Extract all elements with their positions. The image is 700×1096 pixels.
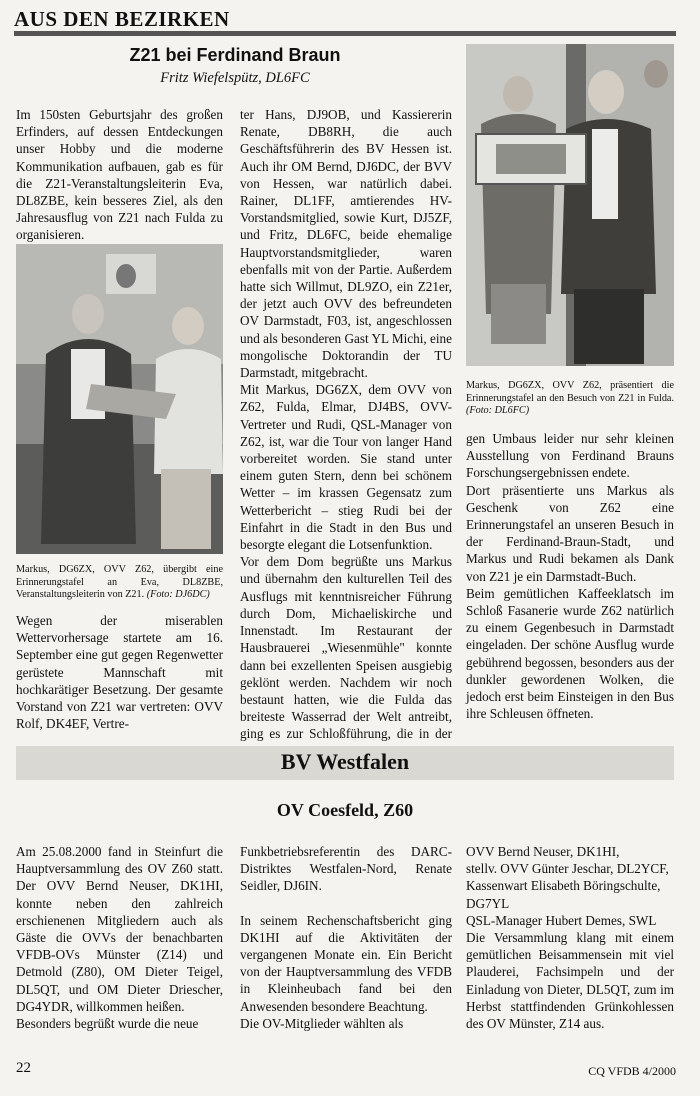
article-byline: Fritz Wiefelspütz, DL6FC bbox=[160, 70, 310, 86]
elected-line: QSL-Manager Hubert Demes, SWL bbox=[466, 912, 657, 928]
caption-text: Markus, DG6ZX, OVV Z62, präsentiert die Erinnerungstafel an den Besuch von Z21 in Fulda. bbox=[466, 380, 674, 404]
article1-column-3 bbox=[466, 430, 674, 722]
elected-line: Kassenwart Elisabeth Böringschulte, DG7YL bbox=[466, 878, 661, 911]
paragraph: ter Hans, DJ9OB, und Kassiererin Renate, DB8RH, die auch Geschäftsführerin des BV Hessen ist. Auch ihr OM Bernd, DJ6DC, der BVV von Hessen, war natürlich dabei. Rainer, DL1FF, amtierendes HV-Vorstandsmitglied, sowie Kurt, DJ5ZF, und Fritz, DL6FC, beide ehemalige Hauptvorstandsmitglieder, waren ebenfalls mit von der Partie. Außerdem hatte sich Willmut, DL9ZO, ein Z21er, der jetzt auch OVV des befreundeten OV Darmstadt, F03, ist, angeschlossen und als besonderen Gast YL Michi, eine mongolische Doktorandin der TU Darmstadt, mitgebracht. bbox=[240, 107, 452, 381]
photo-presentation-caption bbox=[466, 380, 674, 418]
paragraph: gen Umbaus leider nur sehr kleinen Ausstellung von Ferdinand Brauns Forschungsergebnissen endete. bbox=[466, 431, 674, 481]
region-title: BV Westfalen bbox=[280, 749, 410, 774]
photo-handover-caption bbox=[16, 564, 223, 602]
elected-line: stellv. OVV Günter Jeschar, DL2YCF, bbox=[466, 861, 669, 877]
article2-column-3 bbox=[466, 843, 674, 1032]
section-header: AUS DEN BEZIRKEN bbox=[14, 7, 230, 31]
article2-title: OV Coesfeld, Z60 bbox=[276, 800, 414, 820]
photo-credit: (Foto: DJ6DC) bbox=[146, 589, 210, 601]
paragraph: Die OV-Mitglieder wählten als bbox=[240, 1015, 404, 1031]
paragraph: Funkbetriebsreferentin des DARC-Distriktes Westfalen-Nord, Renate Seidler, DJ6IN. bbox=[240, 844, 452, 894]
elected-line: OVV Bernd Neuser, DK1HI, bbox=[466, 844, 620, 859]
paragraph: Die Versammlung klang mit einem gemütlichen Beisammensein mit viel Plauderei, Fachsimpeln und der Einladung von Dieter, DL5QT, zum im Herbst stattfindenden Grünkohlessen des OV Münster, Z14 aus. bbox=[466, 930, 674, 1032]
header-rule bbox=[14, 31, 676, 36]
article1-column-1-bottom bbox=[16, 612, 223, 732]
caption-text: Markus, DG6ZX, OVV Z62, übergibt eine Erinnerungstafel an Eva, DL8ZBE, Veranstaltungsleiterin von Z21. bbox=[16, 564, 223, 601]
paragraph: Besonders begrüßt wurde die neue bbox=[16, 1016, 199, 1032]
publication-label: CQ VFDB 4/2000 bbox=[588, 1064, 676, 1078]
photo-handover bbox=[16, 244, 223, 554]
paragraph: Wegen der miserablen Wettervorhersage startete am 16. September eine gut gegen Regenwetter gerüstete Mannschaft mit hochkarätiger Besetzung. Der gesamte Vorstand von Z21 war vertreten: OVV Rolf, DK4EF, Vertre- bbox=[16, 613, 223, 732]
paragraph: Am 25.08.2000 fand in Steinfurt die Hauptversammlung des OV Z60 statt. Der OVV Bernd Neuser, DK1HI, konnte neben den zahlreich erschienenen Mitgliedern auch als Gäste die OVVs der benachbarten VFDB-OVs Münster (Z14) und Detmold (Z80), OM Dieter Teigel, DL5QT, und OM Dieter Driescher, DG4YDR, willkommen heißen. bbox=[16, 844, 223, 1014]
paragraph: Im 150sten Geburtsjahr des großen Erfinders, auf dessen Entdeckungen unser Hobby und die moderne Kommunikation aufbauen, gab es für die Z21-Veranstaltungsleiterin Eva, DL8ZBE, kein besseres Ziel, als den Jahresausflug von Z21 nach Fulda zu organisieren. bbox=[16, 107, 223, 243]
paragraph: Vor dem Dom begrüßte uns Markus und übernahm den kulturellen Teil des Ausflugs mit kenntnisreicher Führung durch Dom, Michaeliskirche und Innenstadt. Im Restaurant der Hausbrauerei „Wiesenmühle" konnte dann bei exzellenten Speisen ausgiebig geklönt werden. Nachdem wir noch bestaunt hatten, wie die Fulda das breiteste Wasserrad der Welt antreibt, ging es zur Schloßführung, die in der bbox=[240, 554, 452, 742]
paragraph: In seinem Rechenschaftsbericht ging DK1HI auf die Aktivitäten der vergangenen Monate ein. Ein Bericht von der Hauptversammlung des VFDB in Kleinheubach fand bei den Anwesenden besondere Beachtung. bbox=[240, 912, 452, 1014]
article2-column-2 bbox=[240, 843, 452, 1032]
article-title: Z21 bei Ferdinand Braun bbox=[129, 45, 341, 65]
paragraph: Beim gemütlichen Kaffeeklatsch im Schloß Fasanerie wurde Z62 natürlich zu einem Gegenbesuch in Darmstadt eingeladen. Der schöne Ausflug wurde gebührend begossen, besonders aus der dunkler gewordenen Wolken, die jedoch erst beim Einsteigen in den Bus ihre Schleusen öffneten. bbox=[466, 585, 674, 722]
photo-credit: (Foto: DL6FC) bbox=[466, 405, 530, 417]
paragraph: Mit Markus, DG6ZX, dem OVV von Z62, Fulda, Elmar, DJ4BS, OVV-Vertreter und Rudi, QSL-Manager von Z62, ist, war die Tour von langer Hand vorbereitet worden. Sie stand unter einem guten Stern, denn bei schönem Wetter – im krassen Gegensatz zum Wetterbericht – stieg Rudi bei der Einfahrt in die Stadt in den Bus und besorgte elegant die Lotsenfunktion. bbox=[240, 382, 452, 553]
photo-presentation bbox=[466, 44, 674, 366]
article1-column-1-top bbox=[16, 106, 223, 244]
paragraph: Dort präsentierte uns Markus als Geschenk von Z62 eine Erinnerungstafel an unseren Besuch in der Ferdinand-Braun-Stadt, und Markus und Rudi bekamen als Dank von Z21 je ein Darmstadt-Buch. bbox=[466, 482, 674, 584]
article1-column-2 bbox=[240, 106, 452, 760]
article2-column-1 bbox=[16, 843, 223, 1032]
page-number: 22 bbox=[16, 1060, 31, 1076]
